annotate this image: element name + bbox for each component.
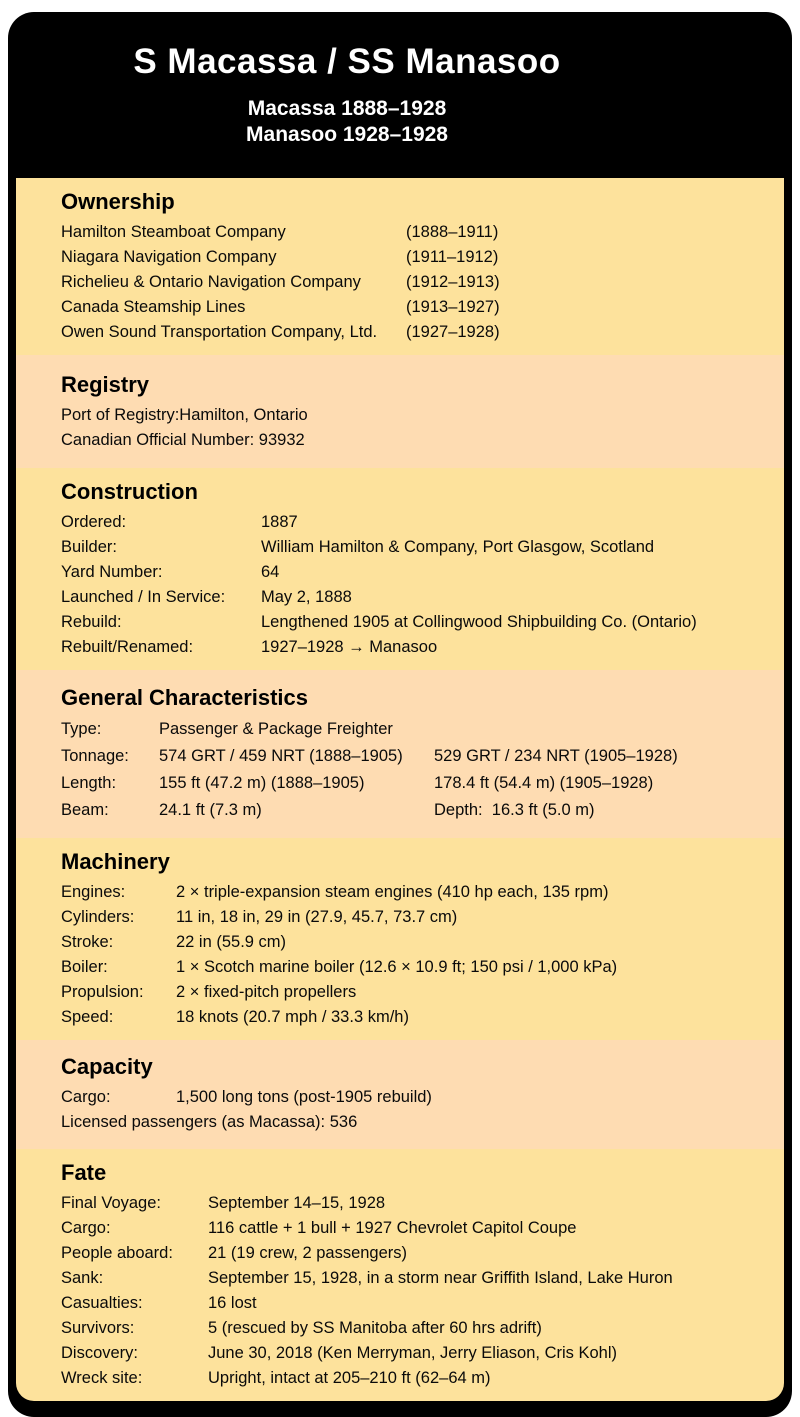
machinery-row bbox=[61, 930, 744, 955]
field-label: People aboard: bbox=[61, 1244, 173, 1262]
fate-row bbox=[61, 1241, 744, 1266]
fate-row bbox=[61, 1366, 744, 1391]
field-value: 1,500 long tons (post-1905 rebuild) bbox=[176, 1088, 432, 1106]
fate-row bbox=[61, 1266, 744, 1291]
field-value: Lengthened 1905 at Collingwood Shipbuilding Co. (Ontario) bbox=[261, 613, 697, 631]
field-value: 1 × Scotch marine boiler (12.6 × 10.9 ft; 150 psi / 1,000 kPa) bbox=[176, 958, 618, 976]
field-value-2: 178.4 ft (54.4 m) (1905–1928) bbox=[434, 774, 654, 792]
field-label: Wreck site: bbox=[61, 1369, 143, 1387]
machinery-row bbox=[61, 980, 744, 1005]
field-label: Ordered: bbox=[61, 513, 127, 531]
capacity-cargo-row bbox=[61, 1085, 744, 1110]
capacity-passengers-line: Licensed passengers (as Macassa): 536 bbox=[61, 1113, 358, 1131]
field-value: 5 (rescued by SS Manitoba after 60 hrs adrift) bbox=[208, 1319, 542, 1337]
field-value: 11 in, 18 in, 29 in (27.9, 45.7, 73.7 cm) bbox=[176, 908, 458, 926]
section-capacity bbox=[16, 1040, 784, 1149]
field-value-2: Depth: 16.3 ft (5.0 m) bbox=[434, 801, 595, 819]
section-construction bbox=[16, 468, 784, 670]
fate-row bbox=[61, 1316, 744, 1341]
owner-years: (1888–1911) bbox=[406, 223, 499, 241]
field-value: 18 knots (20.7 mph / 33.3 km/h) bbox=[176, 1008, 409, 1026]
card-body bbox=[16, 178, 784, 1401]
field-value: June 30, 2018 (Ken Merryman, Jerry Eliason, Cris Kohl) bbox=[208, 1344, 618, 1362]
field-label: Final Voyage: bbox=[61, 1194, 161, 1212]
owner-years: (1913–1927) bbox=[406, 298, 500, 316]
section-fate bbox=[16, 1149, 784, 1401]
field-label: Discovery: bbox=[61, 1344, 139, 1362]
section-heading-ownership: Ownership bbox=[61, 189, 175, 214]
ownership-row bbox=[61, 220, 744, 245]
field-value: William Hamilton & Company, Port Glasgow, Scotland bbox=[261, 538, 655, 556]
owner-name: Hamilton Steamboat Company bbox=[61, 223, 286, 241]
field-label: Casualties: bbox=[61, 1294, 143, 1312]
field-value: 116 cattle + 1 bull + 1927 Chevrolet Capitol Coupe bbox=[208, 1219, 577, 1237]
field-label: Cargo: bbox=[61, 1219, 111, 1237]
machinery-row bbox=[61, 1005, 744, 1030]
section-machinery bbox=[16, 838, 784, 1040]
owner-name: Niagara Navigation Company bbox=[61, 248, 277, 266]
field-value: May 2, 1888 bbox=[261, 588, 352, 606]
field-label: Cargo: bbox=[61, 1088, 111, 1106]
section-general-characteristics bbox=[16, 670, 784, 838]
construction-row bbox=[61, 535, 744, 560]
construction-row bbox=[61, 560, 744, 585]
field-value: 1887 bbox=[261, 513, 298, 531]
field-label: Cylinders: bbox=[61, 908, 135, 926]
construction-row bbox=[61, 635, 744, 660]
owner-name: Owen Sound Transportation Company, Ltd. bbox=[61, 323, 378, 341]
owner-years: (1911–1912) bbox=[406, 248, 499, 266]
registry-port-line: Port of Registry:Hamilton, Ontario bbox=[61, 406, 308, 424]
field-value-2 bbox=[434, 716, 744, 743]
field-value: September 15, 1928, in a storm near Griffith Island, Lake Huron bbox=[208, 1269, 673, 1287]
infobox-card bbox=[8, 12, 792, 1417]
field-value: September 14–15, 1928 bbox=[208, 1194, 386, 1212]
construction-row bbox=[61, 610, 744, 635]
machinery-row bbox=[61, 905, 744, 930]
ownership-row bbox=[61, 270, 744, 295]
owner-years: (1912–1913) bbox=[406, 273, 500, 291]
machinery-row bbox=[61, 880, 744, 905]
section-heading-machinery: Machinery bbox=[61, 849, 170, 874]
field-label: Boiler: bbox=[61, 958, 108, 976]
field-value: 1927–1928 → Manasoo bbox=[261, 638, 438, 656]
genchar-row bbox=[61, 743, 744, 770]
section-heading-capacity: Capacity bbox=[61, 1054, 153, 1079]
field-value-1: 155 ft (47.2 m) (1888–1905) bbox=[159, 774, 365, 792]
field-value: 2 × triple-expansion steam engines (410 hp each, 135 rpm) bbox=[176, 883, 609, 901]
fate-row bbox=[61, 1191, 744, 1216]
field-label: Engines: bbox=[61, 883, 126, 901]
field-value: 22 in (55.9 cm) bbox=[176, 933, 287, 951]
construction-row bbox=[61, 585, 744, 610]
section-heading-registry: Registry bbox=[61, 372, 150, 397]
fate-row bbox=[61, 1291, 744, 1316]
field-label: Yard Number: bbox=[61, 563, 163, 581]
owner-name: Richelieu & Ontario Navigation Company bbox=[61, 273, 361, 291]
field-value: Upright, intact at 205–210 ft (62–64 m) bbox=[208, 1369, 491, 1387]
machinery-row bbox=[61, 955, 744, 980]
section-registry bbox=[16, 355, 784, 468]
genchar-row bbox=[61, 716, 744, 743]
construction-row bbox=[61, 510, 744, 535]
field-value: 21 (19 crew, 2 passengers) bbox=[208, 1244, 408, 1262]
field-value-2: 529 GRT / 234 NRT (1905–1928) bbox=[434, 747, 678, 765]
ownership-row bbox=[61, 295, 744, 320]
section-heading-fate: Fate bbox=[61, 1160, 107, 1185]
field-label: Rebuilt/Renamed: bbox=[61, 638, 194, 656]
field-label: Survivors: bbox=[61, 1319, 135, 1337]
field-label: Length: bbox=[61, 774, 117, 792]
card-header bbox=[16, 12, 784, 178]
field-label: Tonnage: bbox=[61, 747, 129, 765]
section-heading-general-characteristics: General Characteristics bbox=[61, 685, 309, 710]
owner-years: (1927–1928) bbox=[406, 323, 500, 341]
page-title: S Macassa / SS Manasoo bbox=[133, 42, 561, 81]
field-label: Sank: bbox=[61, 1269, 104, 1287]
field-label: Propulsion: bbox=[61, 983, 144, 1001]
fate-row bbox=[61, 1216, 744, 1241]
owner-name: Canada Steamship Lines bbox=[61, 298, 246, 316]
field-value-1: 574 GRT / 459 NRT (1888–1905) bbox=[159, 747, 403, 765]
subtitle-macassa: Macassa 1888–1928 bbox=[247, 97, 447, 120]
ownership-row bbox=[61, 245, 744, 270]
fate-row bbox=[61, 1341, 744, 1366]
section-heading-construction: Construction bbox=[61, 479, 198, 504]
field-value: 64 bbox=[261, 563, 280, 581]
field-value-1: 24.1 ft (7.3 m) bbox=[159, 801, 262, 819]
field-label: Speed: bbox=[61, 1008, 114, 1026]
field-value: 2 × fixed-pitch propellers bbox=[176, 983, 357, 1001]
field-value: 16 lost bbox=[208, 1294, 257, 1312]
genchar-row bbox=[61, 797, 744, 824]
subtitle-manasoo: Manasoo 1928–1928 bbox=[246, 123, 448, 146]
registry-number-line: Canadian Official Number: 93932 bbox=[61, 431, 305, 449]
ownership-row bbox=[61, 320, 744, 345]
field-value-1: Passenger & Package Freighter bbox=[159, 720, 393, 738]
field-label: Builder: bbox=[61, 538, 117, 556]
field-label: Beam: bbox=[61, 801, 109, 819]
genchar-row bbox=[61, 770, 744, 797]
field-label: Type: bbox=[61, 720, 102, 738]
field-label: Rebuild: bbox=[61, 613, 122, 631]
field-label: Launched / In Service: bbox=[61, 588, 226, 606]
field-label: Stroke: bbox=[61, 933, 114, 951]
section-ownership bbox=[16, 178, 784, 355]
